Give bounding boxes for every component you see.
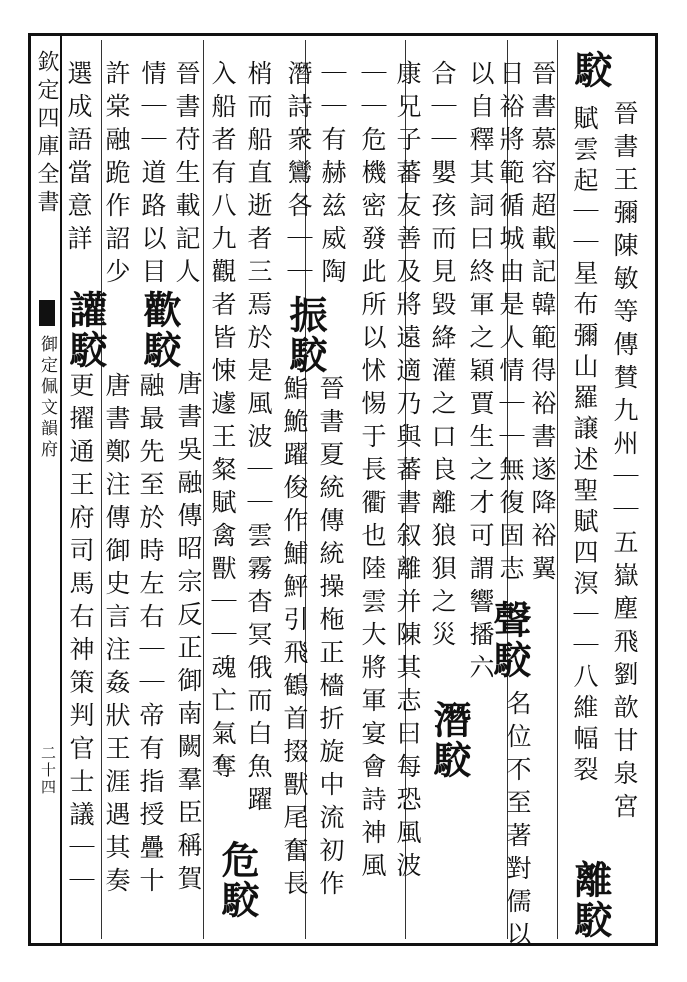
- headword-large: 駮: [568, 50, 613, 90]
- text-column: 唐書鄭注傳御史言注姦狀王涯遇其奏: [102, 372, 131, 900]
- headword-large: 潛駮: [427, 700, 472, 780]
- text-column: 入船者有八九觀者皆悚遽王粲賦禽獸｜｜魂亡氣奪: [208, 60, 237, 786]
- column-rule: [203, 40, 204, 939]
- text-column: 潛詩衆鸞各｜｜: [284, 60, 313, 291]
- text-column: 情｜｜道路以目: [138, 60, 167, 291]
- book-subtitle: 御定佩文韻府: [37, 335, 57, 461]
- text-column: 融最先至於時左右｜｜帝有指授疊十: [136, 372, 165, 900]
- headword-large: 振駮: [283, 295, 328, 375]
- headword-large: 離駮: [568, 860, 613, 940]
- fishtail-mark-icon: [39, 300, 55, 326]
- text-column: 晉書慕容超載記韓範得裕書遂降裕翼: [528, 60, 557, 588]
- text-column: 康兄子蕃友善及將遠適乃與蕃書叙離并陳其志曰每恐風波: [393, 60, 422, 885]
- text-column: 更擢通王府司馬右神策判官士議｜｜: [66, 372, 95, 900]
- text-column: 許棠融跪作詔少: [102, 60, 131, 291]
- text-column: 合｜｜嬰孩而見毀絳灌之口良離狼狽之災: [428, 60, 457, 654]
- text-column: 晉書王彌陳敏等傳賛九州｜｜五嶽塵飛劉歆甘泉宮: [610, 100, 639, 826]
- text-column: 選成語當意詳: [64, 60, 93, 258]
- text-column: ｜｜危機密發此所以怵惕于長衢也陸雲大將軍宴會詩神風: [358, 60, 387, 885]
- text-column: 唐書吳融傳昭宗反正御南闕羣臣稱賀: [174, 370, 203, 898]
- book-title: 欽定四庫全書: [34, 50, 59, 218]
- text-column: 晉書夏統傳統操柂正檣折旋中流初作: [316, 375, 345, 903]
- text-column: 晉書苻生載記人: [172, 60, 201, 291]
- text-column: 梢而船直逝者三焉於是風波｜｜雲霧杳冥俄而白魚躍: [244, 60, 273, 819]
- column-rule: [557, 40, 558, 939]
- text-column: 賦雲起｜｜星布彌山羅譲述聖賦四溟｜｜八維幅裂: [570, 105, 599, 787]
- headword-large: 聲駮: [487, 600, 532, 680]
- headword-large: 危駮: [215, 840, 260, 920]
- text-column: 以自釋其詞曰終軍之穎賈生之才可謂響播六: [466, 60, 495, 687]
- headword-large: 歡駮: [137, 290, 182, 370]
- headword-large: 讙駮: [63, 290, 108, 370]
- text-column: 日裕將範循城由是人情｜｜無復固志: [496, 60, 525, 588]
- text-column: 鮨鮠躍俊作鯆鮃引飛鶴首掇獸尾奮長: [280, 375, 309, 903]
- page-number: 二十四: [39, 745, 57, 796]
- text-column: 名位不至著對儒以: [503, 690, 532, 954]
- text-column: ｜｜有赫兹威陶: [318, 60, 347, 291]
